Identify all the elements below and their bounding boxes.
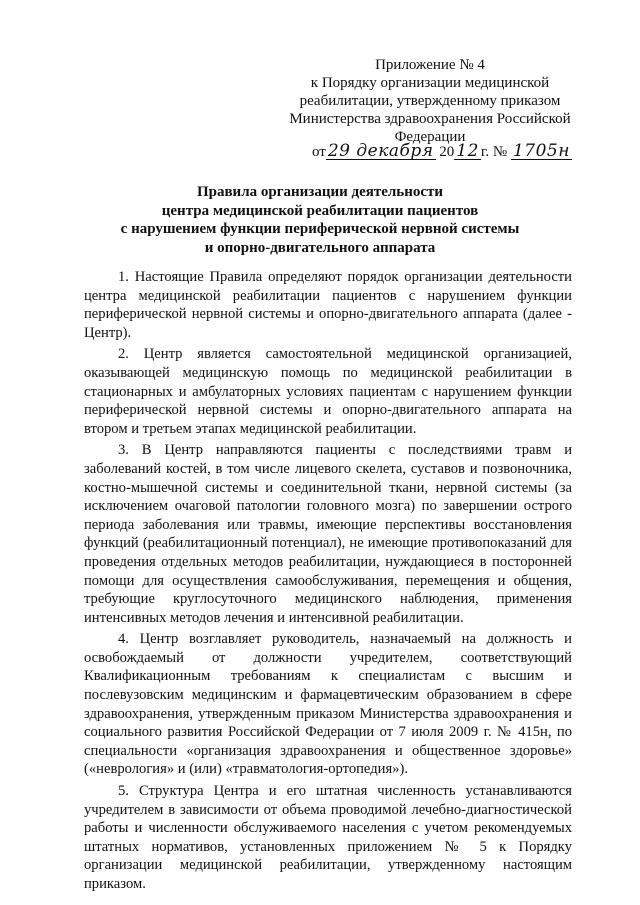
title-line: и опорно-двигательного аппарата	[204, 239, 436, 256]
date-prefix: от	[312, 144, 326, 160]
appendix-header	[280, 56, 580, 146]
appendix-reference-line: к Порядку организации медицинской	[310, 75, 550, 91]
paragraph-1: 1. Настоящие Правила определяют порядок организации деятельности центра медицинской реабилитации пациентов с нарушением функции периферической нервной системы и опорно-двигательного аппарата (далее - Центр).	[84, 269, 572, 341]
year-prefix: 20	[439, 144, 455, 160]
handwritten-date: 29 декабря	[327, 141, 434, 161]
order-number-label: г. №	[480, 144, 508, 160]
title-line: с нарушением функции периферической нервной системы	[120, 221, 520, 237]
document-body	[84, 268, 572, 897]
paragraph-4: 4. Центр возглавляет руководитель, назначаемый на должность и освобождаемый от должности учредителем, соответствующий Квалификационным требованиям к специалистам с высшим и послевузовским медицинским и фармацевтическим образованием в сфере здравоохранения, утвержденным приказом Министерства здравоохранения и социального развития Российской Федерации от 7 июля 2009 г. № 415н, по специальности «организация здравоохранения и общественное здоровье» («неврология» и (или) «травматология-ортопедия»).	[84, 631, 572, 778]
appendix-reference-line: реабилитации, утвержденному приказом	[299, 93, 561, 109]
document-title	[90, 183, 550, 257]
handwritten-year: 12	[456, 141, 479, 161]
appendix-reference-line: Министерства здравоохранения Российской	[289, 111, 571, 127]
handwritten-order-number: 1705н	[512, 141, 570, 161]
appendix-number: Приложение № 4	[375, 57, 485, 73]
paragraph-3: 3. В Центр направляются пациенты с последствиями травм и заболеваний костей, в том числе лицевого скелета, суставов и позвоночника, костно-мышечной системы и соединительной ткани, нервной системы (за исключением очаговой патологии головного мозга) по завершении острого периода заболевания или травмы, имеющие перспективы восстановления функций (реабилитационный потенциал), не имеющие противопоказаний для проведения отдельных методов реабилитации, нуждающиеся в посторонней помощи для осуществления самообслуживания, перемещения и общения, требующие круглосуточного медицинского наблюдения, применения интенсивных методов лечения и интенсивной реабилитации.	[84, 442, 572, 626]
appendix-reference-line: Федерации	[394, 129, 466, 145]
title-line: Правила организации деятельности	[196, 184, 444, 200]
order-date-line	[312, 143, 572, 161]
title-line: центра медицинской реабилитации пациентов	[161, 202, 479, 219]
paragraph-5: 5. Структура Центра и его штатная численность устанавливаются учредителем в зависимости от объема проводимой лечебно-диагностической работы и численности обслуживаемого населения с учетом рекомендуемых штатных нормативов, установленных приложением № 5 к Порядку организации медицинской реабилитации, утвержденному настоящим приказом.	[84, 783, 572, 892]
paragraph-2: 2. Центр является самостоятельной медицинской организацией, оказывающей медицинскую помощь по медицинской реабилитации в стационарных и амбулаторных условиях пациентам с нарушением функции периферической нервной системы и опорно-двигательного аппарата на втором и третьем этапах медицинской реабилитации.	[84, 346, 572, 437]
